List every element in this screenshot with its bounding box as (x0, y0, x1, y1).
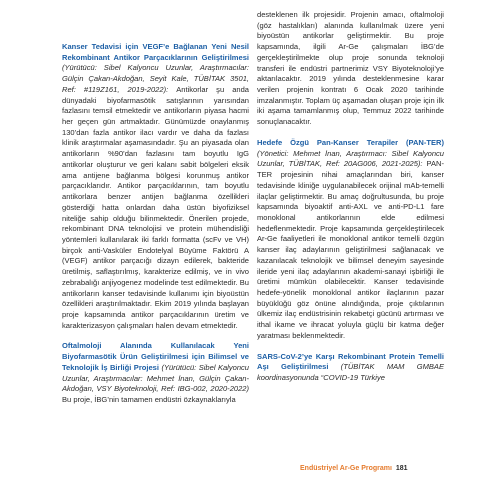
project-vegf-body: Antikorlar şu anda dünyadaki biyofarmasötik satışlarının yarısından fazlasını temsil etmektedir ve antikorların piyasa hacmi her geçen gün artmaktadır. Günümüzde onaylanmış 130’dan fazla antikor ilacı vardır ve daha da fazlası klinik araştırmalar aşamasındadır. Şu an piyasada olan antikorların %90’dan fazlasını tam boyutlu IgG antikorlar oluşturur ve geri kalanı sabit bölgeleri eksik ama antijene bağlanma bölgesi korunmuş antikor parçacıklarıdır. Antikor parçacıklarının, tam boyutlu antikorlara benzer antijen bağlanma özellikleri gösterdiği hatta onlardan daha üstün biyofiziksel niteliğe sahip olduğu bilinmektedir. Önerilen projede, rekombinant DNA teknolojisi ve protein mühendisliği yöntemleri kullanılarak iki farklı formatta (scFv ve VH) birçok anti-Vasküler Endotelyal Büyüme Faktörü A (VEGF) antikor parçacığı dizayn edilerek, bakteride üretilmiş, saflaştırılmış, karakterize edilmiş, ve in vivo zebrabalığı anjiyogenez modelinde test edilmektedir. Bu antikorların kanser tedavisinde kullanımı için biyoüstün özellikleri araştırılmaktadır. Ekim 2019 yılında başlayan proje kapsamında antikor parçacıklarının üretim ve karakterizasyon çalışmaları halen devam etmektedir. (62, 84, 249, 330)
project-vegf-meta: (Yürütücü: Sibel Kalyoncu Uzunlar, Araştırmacılar: Gülçin Çakan-Akdoğan, Seyit Kale, TÜBİTAK 3501, Ref: #119Z161, 2019-2022): (62, 63, 249, 94)
project-ophthalmology-continued: desteklenen ilk projesidir. Projenin amacı, oftalmoloji (göz hastalıkları) alanında kullanılmak üzere yeni biyoüstün antikorlar geliştirmektir. Bu proje kapsamında, ilgili Ar-Ge çalışmaları İBG’de gerçekleştirilmekte olup proje sonunda teknoloji transferi ile endüstri partnerimiz VSY Biyoteknoloji’ye aktarılacaktır. 2019 yılında desteklenmesine karar verilen projenin kontratı 6 Ocak 2020 tarihinde imzalanmıştır. Toplam üç aşamadan oluşan proje için ilk iki aşama tamamlanmış olup, Temmuz 2022 tarihinde sonuçlanacaktır. (257, 10, 444, 127)
project-ophthalmology-meta: (Yürütücü: Sibel Kalyoncu Uzunlar, Araştırmacılar: Mehmet İnan, Gülçin Çakan-Akdoğan, VSY Biyoteknoloji, Ref: IBG-002, 2020-2022) (62, 362, 249, 394)
project-ophthalmology-paragraph (62, 341, 249, 405)
project-sarscov2-heading: SARS-CoV-2’ye Karşı Rekombinant Protein Temelli Aşı Geliştirilmesi (257, 351, 444, 372)
project-panter-paragraph (257, 138, 444, 342)
project-panter-body: PAN-TER projesinin nihai amaçlarından biri, kanser tedavisinde kliniğe uygulanabilecek orijinal mAb-temelli ilaçlar geliştirmektir. Bu amaç doğrultusunda, bu proje kapsamında biyoaktif anti-AXL ve anti-PD-L1 fare monoklonal antikorlarının elde edilmesi hedeflenmektedir. Proje kapsamında gerçekleştirilecek Ar-Ge faaliyetleri ile monoklonal antikor temelli özgün kanser ilaç adaylarının geliştirilmesi sağlanacak ve kazanılacak teknolojik ve bilimsel deneyim sayesinde ileride yeni ilaç adaylarının akademi-sanayi işbirliği ile üretimi mümkün olabilecektir. Kanser tedavisinde hedefe-yönelik monoklonal antikor ilaçlarının pazar büyüklüğü göz önüne alındığında, proje çıktılarının ülkemiz ilaç endüstrisinin rekabetçi gücünü artırması ve ithal ikame ve ihracat yoluyla güçlü bir katma değer yaratması beklenmektedir. (257, 159, 444, 340)
project-sarscov2-paragraph (257, 352, 444, 384)
project-vegf-heading: Kanser Tedavisi için VEGF’e Bağlanan Yeni Nesil Rekombinant Antikor Parçacıklarının Geliştirilmesi (62, 42, 249, 62)
page-footer (300, 463, 470, 475)
project-vegf-paragraph (62, 42, 249, 331)
project-panter-heading: Hedefe Özgü Pan-Kanser Terapiler (PAN-TER) (257, 137, 444, 147)
page-number: 181 (395, 465, 408, 472)
project-ophthalmology-body: Bu proje, İBG’nin tamamen endüstri özkaynaklarıyla (62, 395, 236, 404)
project-sarscov2-meta: (TÜBİTAK MAM GMBAE koordinasyonunda “COVID-19 Türkiye (257, 362, 444, 382)
project-panter-meta: (Yönetici: Mehmet İnan, Araştırmacı: Sibel Kalyoncu Uzunlar, TÜBİTAK, Ref: 20AG006, 2021-2025): (257, 148, 444, 169)
project-ophthalmology-heading: Oftalmoloji Alanında Kullanılacak Yeni Biyofarmasötik Ürün Geliştirilmesi için Bilimsel ve Teknolojik İş Birliği Projesi (62, 341, 249, 372)
right-column (257, 10, 444, 384)
footer-section-label: Endüstriyel Ar-Ge Programı (300, 465, 392, 472)
left-column (62, 42, 249, 406)
